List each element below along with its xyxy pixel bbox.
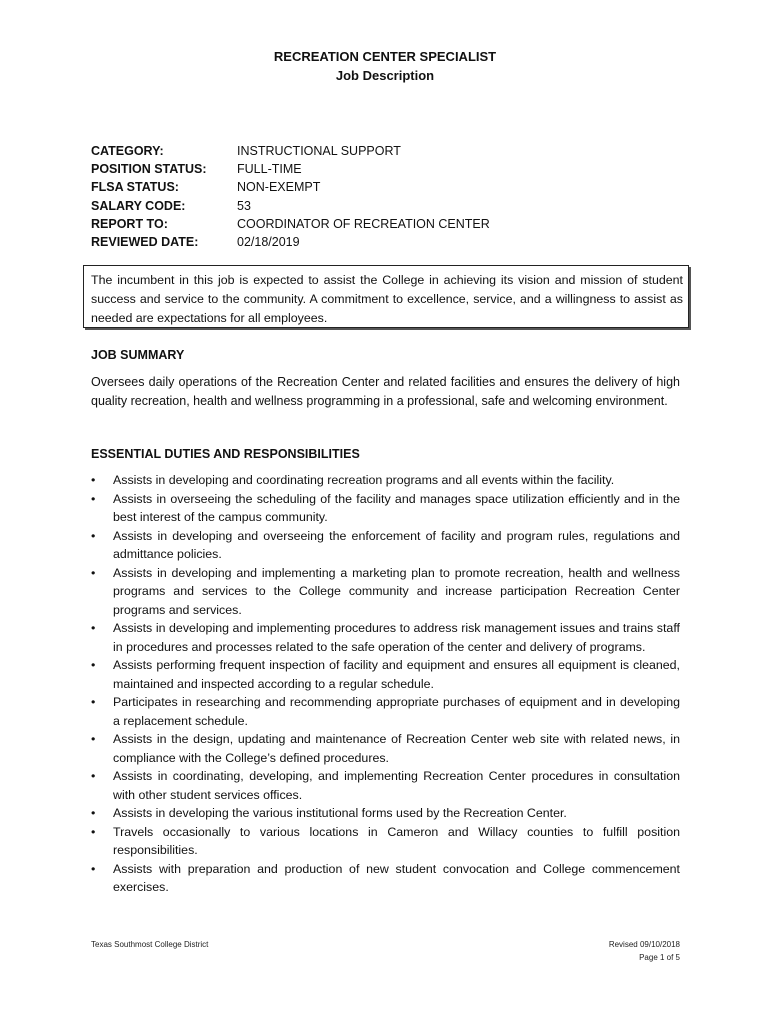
footer-organization: Texas Southmost College District	[91, 940, 209, 949]
list-item	[91, 619, 680, 656]
bullet-icon: •	[91, 769, 96, 783]
bullet-icon: •	[91, 824, 96, 839]
bullet-icon: •	[91, 473, 96, 487]
position-info-block	[91, 142, 490, 251]
duty-text: Travels occasionally to various locations in Cameron and Willacy counties to fulfill position responsibilities.	[113, 824, 680, 857]
duty-text: Assists with preparation and production of new student convocation and College commencement exercises.	[113, 861, 680, 894]
duty-text: Assists in the design, updating and maintenance of Recreation Center web site with related news, in compliance with the College’s defined procedures.	[113, 732, 680, 765]
duty-text: Assists in developing and implementing a marketing plan to promote recreation, health and wellness programs and services to the College community and increase participation Recreation Center programs and services.	[113, 565, 680, 617]
bullet-icon: •	[91, 861, 96, 876]
info-value: NON-EXEMPT	[237, 180, 321, 195]
list-item	[91, 804, 680, 823]
list-item	[91, 564, 680, 620]
info-label: REPORT TO:	[91, 216, 168, 231]
list-item	[91, 527, 680, 564]
bullet-icon: •	[91, 565, 96, 580]
list-item	[91, 730, 680, 767]
job-summary-text: Oversees daily operations of the Recreation Center and related facilities and ensures the delivery of high quality recreation, health and wellness programming in a professional, safe and welcoming environment.	[91, 375, 680, 408]
bullet-icon: •	[91, 621, 96, 635]
info-row-flsa-status	[91, 178, 490, 196]
duty-text: Assists in developing the various institutional forms used by the Recreation Center.	[113, 806, 567, 820]
job-summary-heading: JOB SUMMARY	[91, 348, 185, 362]
info-row-salary-code	[91, 197, 490, 215]
info-row-position-status	[91, 160, 490, 178]
info-value: COORDINATOR OF RECREATION CENTER	[237, 216, 490, 231]
list-item	[91, 860, 680, 897]
list-item	[91, 656, 680, 693]
info-value: 02/18/2019	[237, 234, 300, 249]
info-row-reviewed-date	[91, 233, 490, 251]
duty-text: Assists in coordinating, developing, and implementing Recreation Center procedures in consultation with other student services offices.	[113, 769, 680, 802]
duties-heading: ESSENTIAL DUTIES AND RESPONSIBILITIES	[91, 447, 360, 461]
info-label: SALARY CODE:	[91, 198, 186, 213]
document-subtitle: Job Description	[335, 68, 435, 83]
duties-list	[91, 471, 680, 897]
mission-statement-text: The incumbent in this job is expected to assist the College in achieving its vision and mission of student success and service to the community. A commitment to excellence, service, and a willingness to assist as needed are expectations for all employees.	[91, 273, 683, 325]
bullet-icon: •	[91, 695, 96, 709]
info-value: INSTRUCTIONAL SUPPORT	[237, 144, 401, 158]
list-item	[91, 693, 680, 730]
info-value: 53	[237, 198, 251, 213]
bullet-icon: •	[91, 732, 96, 746]
footer-revised-date: Revised 09/10/2018	[608, 940, 680, 949]
list-item	[91, 767, 680, 804]
duty-text: Assists performing frequent inspection of facility and equipment and ensures all equipment is cleaned, maintained and inspected according to a regular schedule.	[113, 658, 680, 691]
duty-text: Assists in developing and implementing procedures to address risk management issues and trains staff in procedures and processes related to the safe operation of the center and delivery of programs.	[113, 621, 680, 654]
info-value: FULL-TIME	[237, 162, 302, 177]
info-label: CATEGORY:	[91, 144, 164, 158]
footer-page-number: Page 1 of 5	[639, 953, 680, 962]
list-item	[91, 823, 680, 860]
duty-text: Assists in developing and overseeing the enforcement of facility and program rules, regulations and admittance policies.	[113, 528, 680, 561]
info-label: REVIEWED DATE:	[91, 234, 199, 249]
document-title: RECREATION CENTER SPECIALIST	[273, 49, 497, 64]
bullet-icon: •	[91, 806, 96, 820]
list-item	[91, 471, 680, 490]
duty-text: Assists in overseeing the scheduling of the facility and manages space utilization efficiently and in the best interest of the campus community.	[113, 491, 680, 524]
info-label: FLSA STATUS:	[91, 180, 179, 195]
bullet-icon: •	[91, 528, 96, 543]
info-row-report-to	[91, 215, 490, 233]
mission-statement-box	[83, 265, 689, 328]
duty-text: Assists in developing and coordinating recreation programs and all events within the facility.	[113, 473, 615, 487]
bullet-icon: •	[91, 491, 96, 506]
info-label: POSITION STATUS:	[91, 162, 207, 177]
duty-text: Participates in researching and recommending appropriate purchases of equipment and in developing a replacement schedule.	[113, 695, 680, 728]
list-item	[91, 490, 680, 527]
info-row-category	[91, 142, 490, 160]
bullet-icon: •	[91, 658, 96, 672]
